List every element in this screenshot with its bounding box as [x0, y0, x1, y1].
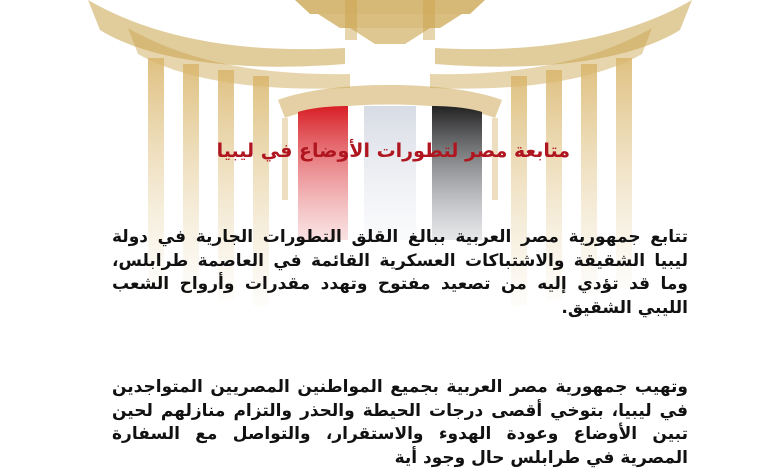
body-paragraph-2: وتهيب جمهورية مصر العربية بجميع المواطنين المصريين المتواجدين في ليبيا، بتوخي أقصى درجات الحيطة والحذر والتزام منازلهم لحين تبين الأوضاع وعودة الهدوء والاستقرار، والتواصل مع السفارة المصرية في طرابلس حال وجود أية [112, 377, 688, 468]
document-title: متابعة مصر لتطورات الأوضاع في ليبيا [216, 140, 570, 162]
body-paragraph-1: تتابع جمهورية مصر العربية ببالغ القلق التطورات الجارية في دولة ليبيا الشقيقة والاشتباكات العسكرية القائمة في العاصمة طرابلس، وما قد تؤدي إليه من تصعيد مفتوح وتهدد مقدرات وأرواح الشعب الليبي الشقيق. [112, 227, 688, 318]
